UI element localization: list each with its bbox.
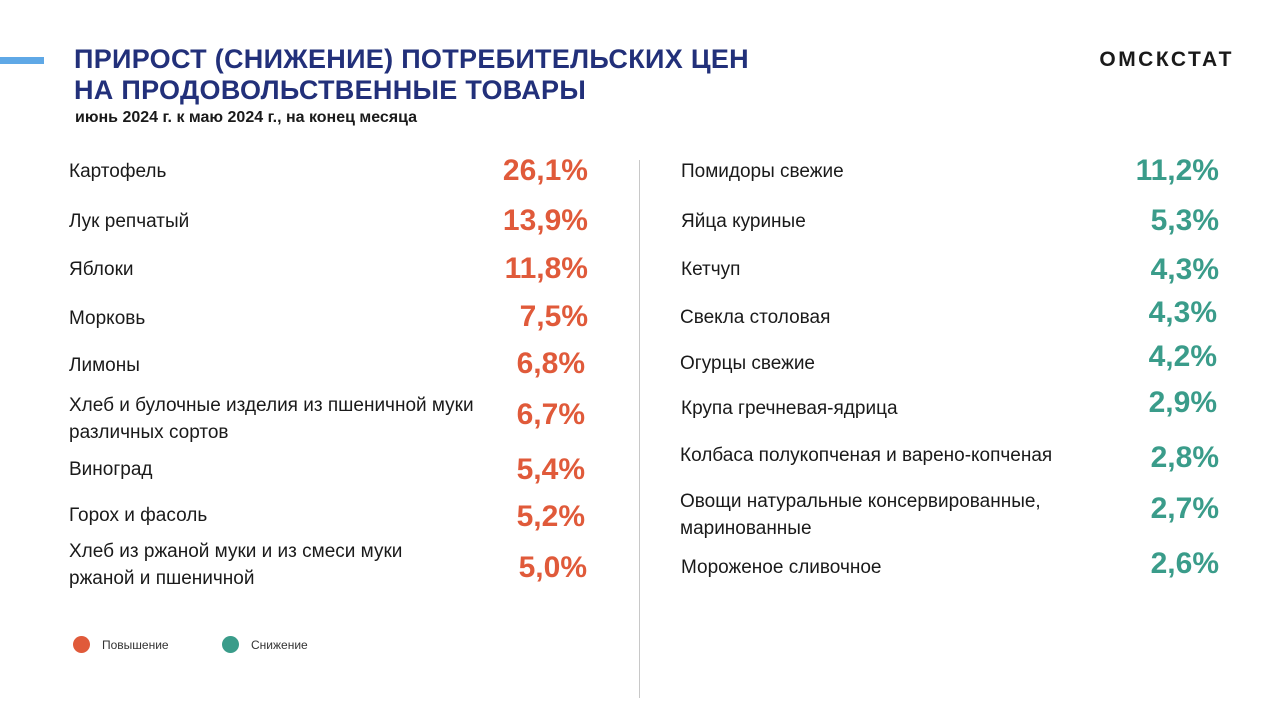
left-item-value: 5,0%	[518, 551, 587, 584]
legend-increase	[73, 636, 169, 653]
left-item-value: 6,8%	[516, 347, 585, 380]
right-item-value: 2,6%	[1150, 547, 1219, 580]
right-item-value: 2,9%	[1148, 386, 1217, 419]
right-item-value: 4,2%	[1148, 340, 1217, 373]
right-item-label: Свекла столовая	[680, 307, 831, 328]
right-item-value: 4,3%	[1148, 296, 1217, 329]
right-item-value: 4,3%	[1150, 253, 1219, 286]
title-line-1: ПРИРОСТ (СНИЖЕНИЕ) ПОТРЕБИТЕЛЬСКИХ ЦЕН	[74, 44, 749, 74]
column-divider	[639, 160, 640, 698]
title-line-2: НА ПРОДОВОЛЬСТВЕННЫЕ ТОВАРЫ	[74, 75, 587, 105]
legend-increase-label: Повышение	[102, 637, 169, 652]
right-item-label: Огурцы свежие	[680, 353, 816, 374]
page-title	[74, 44, 749, 106]
accent-bar	[0, 57, 44, 64]
left-item-value: 5,4%	[516, 453, 585, 486]
right-item-label: Кетчуп	[681, 259, 741, 280]
right-item-label: Мороженое сливочное	[681, 557, 882, 578]
left-item-value: 11,8%	[504, 252, 588, 285]
increase-dot-icon	[73, 636, 90, 653]
left-item-label: Яблоки	[69, 259, 134, 280]
left-item-label: Виноград	[69, 459, 153, 480]
left-item-label: Горох и фасоль	[69, 505, 208, 526]
left-item-label: Лук репчатый	[69, 211, 190, 232]
left-item-value: 6,7%	[516, 398, 585, 431]
brand-logo: ОМСКСТАТ	[1099, 48, 1234, 71]
right-item-value: 2,8%	[1150, 441, 1219, 474]
decrease-dot-icon	[222, 636, 239, 653]
legend-decrease-label: Снижение	[251, 637, 308, 652]
left-item-label: Лимоны	[69, 355, 140, 376]
legend-decrease	[222, 636, 308, 653]
left-item-label: Картофель	[69, 161, 167, 182]
right-item-label: Яйца куриные	[681, 211, 806, 232]
left-item-value: 26,1%	[502, 154, 588, 187]
right-item-value: 11,2%	[1135, 154, 1219, 187]
left-item-value: 5,2%	[516, 500, 585, 533]
left-item-value: 7,5%	[519, 300, 588, 333]
left-item-label: Морковь	[69, 308, 146, 329]
left-item-value: 13,9%	[502, 204, 588, 237]
left-item-label: Хлеб и булочные изделия из пшеничной муки различных сортов	[69, 395, 474, 443]
right-item-value: 5,3%	[1150, 204, 1219, 237]
right-item-label: Крупа гречневая-ядрица	[681, 398, 898, 419]
left-item-label: Хлеб из ржаной муки и из смеси муки ржаной и пшеничной	[69, 541, 403, 589]
right-item-label: Помидоры свежие	[681, 161, 844, 182]
right-item-label: Колбаса полукопченая и варено-копченая	[680, 445, 1053, 466]
page-subtitle: июнь 2024 г. к маю 2024 г., на конец месяца	[75, 109, 418, 126]
right-item-value: 2,7%	[1150, 492, 1219, 525]
right-item-label: Овощи натуральные консервированные, маринованные	[680, 491, 1041, 539]
